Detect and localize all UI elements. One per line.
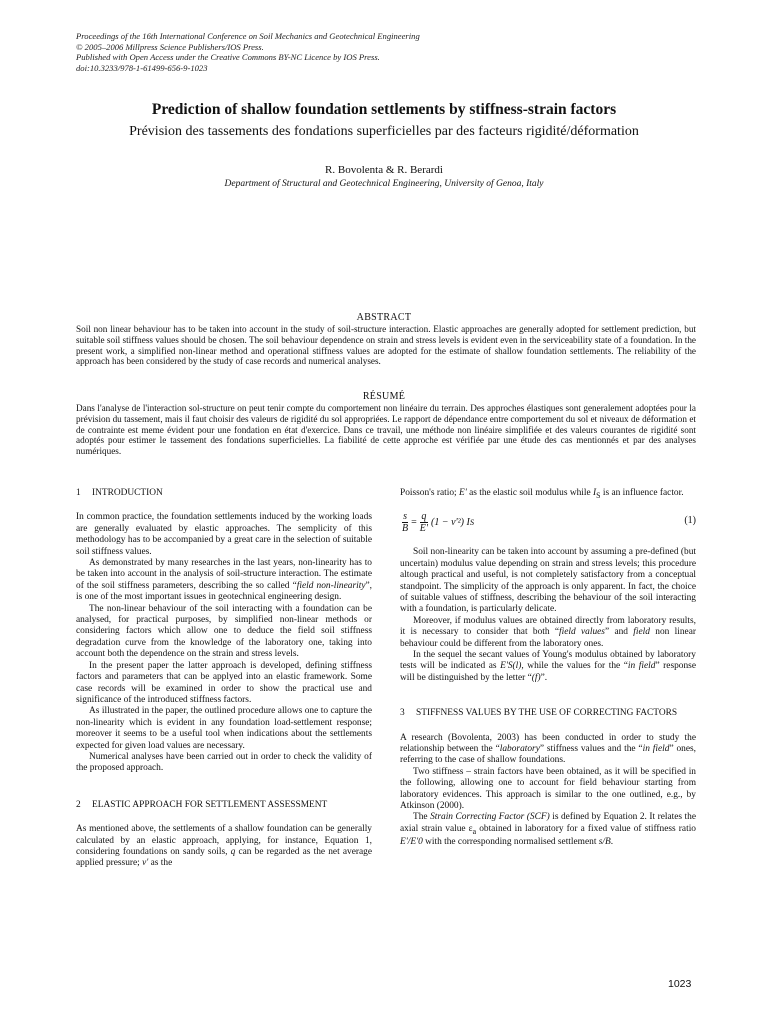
section-number: 1 xyxy=(76,488,81,498)
right-column xyxy=(400,488,696,849)
text-run: As demonstrated by many researches in the last years, non-linearity has to be taken into account in the analysis of soil-structure interaction. The estimate of the soil stiffness parameters, describing the so called “ xyxy=(76,558,372,591)
equation-body xyxy=(402,511,474,534)
paragraph xyxy=(76,558,372,604)
text-run: is defined by Equation 2. It relates the axial strain value ε xyxy=(400,812,696,834)
text-run: , while the values for the “ xyxy=(521,661,628,672)
equation-tail: (1 − ν'²) I xyxy=(431,517,470,529)
resume-text: Dans l'analyse de l'interaction sol-structure on peut tenir compte du comportement non linéaire du terrain. Des approches élastiques sont generalement adoptées pour la prévision du tassement, mais il faut choisir des valeurs de rigidité du sol appropriées. Le rapport de dépendance entre comportement du sol et niveaux de déformation et de contrainte est meme évident pour une fondation en état d'exercice. Dans ce travail, une méthode non linéaire simplifiée et des valeurs courantes de rigidité sont adoptés pour estimer le tassement des fondations superficielles. La fiabilité de cette approche est vérifiée par une étude des cas mentionnés et par des analyses numériques. xyxy=(76,403,696,457)
section-heading xyxy=(76,488,372,499)
text-run: can be regarded as the net average applied pressure; xyxy=(76,846,372,869)
text-run-italic: E'S(l) xyxy=(500,661,522,672)
subscript: a xyxy=(472,826,477,836)
equation-1 xyxy=(400,507,696,537)
text-run: Moreover, if modulus values are obtained directly from laboratory results, it is necessary to consider that both “ xyxy=(400,615,696,638)
text-run: is an influence factor. xyxy=(600,488,684,498)
subscript: S xyxy=(596,490,601,500)
section-number: 3 xyxy=(400,708,405,719)
text-run-italic: in field xyxy=(642,743,670,754)
text-run-italic: I xyxy=(593,488,597,498)
paragraph: Numerical analyses have been carried out in order to check the validity of the proposed approach. xyxy=(76,751,372,774)
page-number: 1023 xyxy=(668,978,692,990)
text-run: ” and xyxy=(604,627,634,638)
paragraph: In the present paper the latter approach is developed, defining stiffness factors and parameters that can be applyed into an elastic framework. Some case records will be examined in order to show the practical use and significance of the introduced stiffness factors. xyxy=(76,660,372,705)
paper-title: Prediction of shallow foundation settlements by stiffness-strain factors xyxy=(151,101,617,118)
equation-number: (1) xyxy=(684,515,696,527)
fraction-denominator: B xyxy=(402,523,409,535)
text-run: Poisson's ratio; xyxy=(400,488,459,498)
text-run: ” response will be distinguished by the letter “ xyxy=(400,661,696,683)
fraction-q-over-e xyxy=(420,511,428,534)
section-heading xyxy=(76,800,372,811)
paragraph: Soil non-linearity can be taken into account by assuming a pre-defined (but uncertain) modulus value depending on strain and stress levels; this procedure altough practical and useful, is not completely satisfactory from a conceptual standpoint. The simplicity of the approach is only apparent. In fact, the choice of suitable values of stiffness, describing the behaviour of the soil interacting with a foundation, is particularly delicate. xyxy=(400,547,696,615)
section-title: ELASTIC APPROACH FOR SETTLEMENT ASSESSMENT xyxy=(92,799,328,810)
section-number: 2 xyxy=(76,799,81,810)
paragraph xyxy=(400,733,696,767)
paragraph xyxy=(400,488,696,501)
text-run: non linear behaviour could be different from the laboratory ones. xyxy=(400,627,696,649)
text-run: ”. xyxy=(540,672,548,683)
text-run-italic: field non-linearity xyxy=(296,580,366,591)
header-line: doi:10.3233/978-1-61499-656-9-1023 xyxy=(76,62,208,73)
text-run: In the sequel the secant values of Young's modulus obtained by laboratory tests will be indicated as xyxy=(400,649,696,672)
text-run: obtained in laboratory for a fixed value of stiffness ratio xyxy=(476,823,696,834)
paper-subtitle: Prévision des tassements des fondations superficielles par des facteurs rigidité/déformation xyxy=(129,124,639,139)
fraction-denominator: E' xyxy=(419,523,428,535)
text-run-italic: field values xyxy=(559,627,605,638)
section-title: STIFFNESS VALUES BY THE USE OF CORRECTING FACTORS xyxy=(416,708,678,719)
header-line: Proceedings of the 16th International Conference on Soil Mechanics and Geotechnical Engineering xyxy=(76,31,420,41)
subscript: S xyxy=(469,518,474,528)
section-title: INTRODUCTION xyxy=(92,488,163,498)
paragraph: Two stiffness – strain factors have been obtained, as it will be specified in the following, allowing one to account for field behaviour starting from laboratory evidences. This approach is similar to the one outlined, e.g., by Atkinson (2000). xyxy=(400,766,696,811)
paragraph xyxy=(400,812,696,848)
fraction-numerator: s xyxy=(403,511,407,523)
text-run: As mentioned above, the settlements of a shallow foundation can be generally calculated by an elastic approach, applying, for instance, Equation 1, considering foundations on sandy soils, xyxy=(76,824,372,857)
text-run: The xyxy=(413,812,431,823)
text-run-italic: Strain Correcting Factor (SCF) xyxy=(430,812,550,823)
text-run-italic: ν' xyxy=(142,858,149,869)
text-run: with the corresponding normalised settlement xyxy=(422,837,599,848)
text-run-italic: (f) xyxy=(531,672,541,683)
text-run-italic: E'/E'0 xyxy=(400,837,423,848)
resume-heading: RÉSUMÉ xyxy=(362,391,406,402)
equals-sign: = xyxy=(411,517,417,529)
text-run: . xyxy=(610,837,614,848)
text-run-italic: s/B xyxy=(598,837,611,848)
paragraph xyxy=(400,616,696,650)
text-run-italic: q xyxy=(230,846,236,857)
text-run: ” stiffness values and the “ xyxy=(539,743,643,754)
text-run: ” ones, referring to the case of shallow foundations. xyxy=(400,743,697,766)
paragraph: In common practice, the foundation settlements induced by the working loads are generally evaluated by elastic approaches. The semplicity of this methodology has to be accompanied by a great care in the selection of suitable soil stiffness values. xyxy=(76,512,372,557)
publication-info xyxy=(76,31,636,73)
text-run-italic: laboratory xyxy=(499,743,540,754)
paragraph xyxy=(76,824,372,870)
text-run: as the xyxy=(148,858,173,869)
header-line: © 2005–2006 Millpress Science Publishers/IOS Press. xyxy=(76,41,264,52)
authors: R. Bovolenta & R. Berardi xyxy=(325,164,443,176)
left-column xyxy=(76,488,372,870)
text-run: ”, is one of the most important issues in geotechnical engineering design. xyxy=(76,580,372,603)
affiliation: Department of Structural and Geotechnical Engineering, University of Genoa, Italy xyxy=(224,179,544,189)
text-run-italic: E' xyxy=(459,488,467,498)
fraction-numerator: q xyxy=(421,511,427,523)
text-run-italic: in field xyxy=(627,661,656,672)
fraction-s-over-b xyxy=(402,511,408,534)
header-line: Published with Open Access under the Creative Commons BY-NC Licence by IOS Press. xyxy=(76,52,380,63)
abstract-text: Soil non linear behaviour has to be taken into account in the study of soil-structure interaction. Elastic approaches are generally adopted for settlement prediction, but suitable soil stiffness values should be chosen. The soil behaviour dependence on strain and stress levels is evident even in the serviceability state of a foundation. In the present work, a simplified non-linear method and operational stiffness values are adopted for the estimate of shallow foundation settlements. The reliability of the approach has been considered by the study of case records and numerical analyses. xyxy=(76,324,696,367)
paragraph: As illustrated in the paper, the outlined procedure allows one to capture the non-linearity which is evident in any foundation load-settlement response; moreover it seems to be a useful tool when indications about the settlements expected for given load values are necessary. xyxy=(76,706,372,751)
paragraph: The non-linear behaviour of the soil interacting with a foundation can be analysed, for practical purposes, by simplified non-linear methods or considering factors which allow one to deduce the field soil stiffness degradation curve from the knowledge of the laboratory one, taking into account both the dependence on the strain and stress levels. xyxy=(76,603,372,660)
abstract-heading: ABSTRACT xyxy=(356,312,412,323)
text-run: as the elastic soil modulus while xyxy=(466,488,594,498)
text-run-italic: field xyxy=(633,627,650,638)
text-run: A research (Bovolenta, 2003) has been conducted in order to study the relationship between the “ xyxy=(400,732,696,754)
paragraph xyxy=(400,650,696,684)
section-heading xyxy=(400,708,696,719)
